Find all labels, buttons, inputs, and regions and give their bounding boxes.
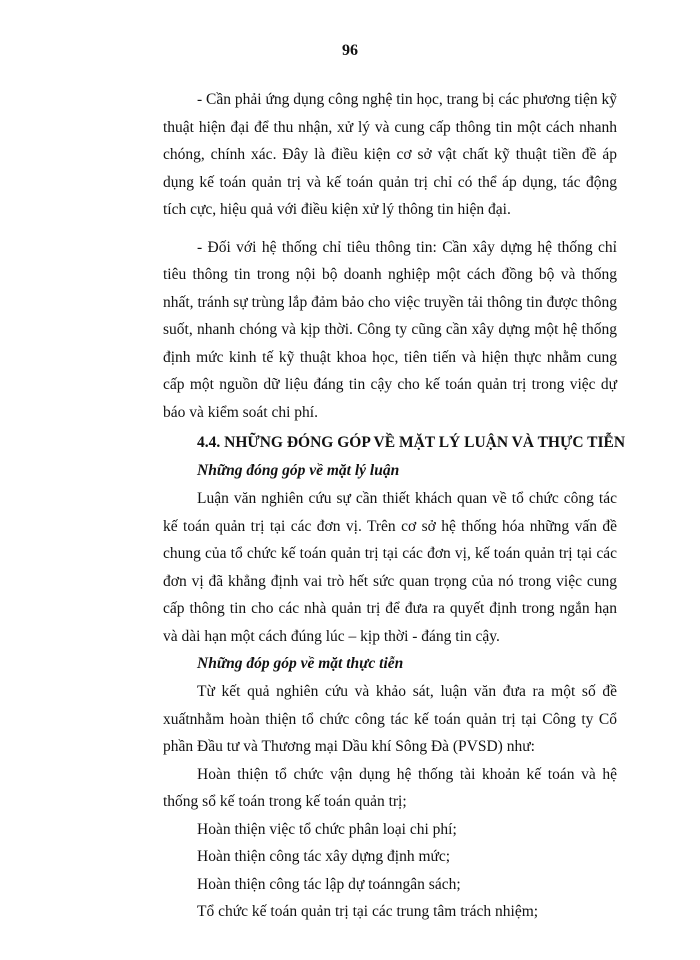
list-item: Tổ chức kế toán quản trị tại các trung tâm trách nhiệm; [197,903,539,920]
list-item: Hoàn thiện tổ chức vận dụng hệ thống tài khoản kế toán và hệ thống sổ kế toán trong kế toán quản trị; [163,765,617,810]
page-number: 96 [342,42,358,59]
theory-paragraph: Luận văn nghiên cứu sự cần thiết khách quan về tổ chức công tác kế toán quản trị tại các đơn vị. Trên cơ sở hệ thống hóa những vấn đề chung của tổ chức kế toán quản trị tại các đơn vị, kế toán quản trị tại các đơn vị đã khẳng định vai trò hết sức quan trọng của nó trong việc cung cấp thông tin cho các nhà quản trị để đưa ra quyết định trong ngắn hạn và dài hạn một cách đúng lúc – kịp thời - đáng tin cậy. [163,490,617,645]
paragraph-information-indicators: - Đối với hệ thống chỉ tiêu thông tin: Cần xây dựng hệ thống chỉ tiêu thông tin trong nội bộ doanh nghiệp một cách đồng bộ và thống nhất, tránh sự trùng lắp đảm bảo cho việc truyền tải thông tin được thông suốt, nhanh chóng và kịp thời. Công ty cũng cần xây dựng một hệ thống định mức kinh tế kỹ thuật khoa học, tiên tiến và hiện thực nhằm cung cấp một nguồn dữ liệu đáng tin cậy cho kế toán quản trị trong việc dự báo và kiểm soát chi phí. [163,238,617,421]
practice-subheading: Những đóp góp về mặt thực tiễn [197,655,404,672]
list-item: Hoàn thiện việc tổ chức phân loại chi phí; [197,820,457,838]
theory-subheading: Những đóng góp về mặt lý luận [197,462,400,479]
section-heading: 4.4. NHỮNG ĐÓNG GÓP VỀ MẶT LÝ LUẬN VÀ THỰC TIỄN [197,434,626,451]
list-item: Hoàn thiện công tác xây dựng định mức; [197,848,451,865]
document-body [163,86,626,926]
list-item: Hoàn thiện công tác lập dự toánngân sách; [197,875,461,893]
paragraph-it-technology: - Cần phải ứng dụng công nghệ tin học, trang bị các phương tiện kỹ thuật hiện đại để thu nhận, xử lý và cung cấp thông tin một cách nhanh chóng, chính xác. Đây là điều kiện cơ sở vật chất kỹ thuật tiền đề áp dụng kế toán quản trị và kế toán quản trị chỉ có thể áp dụng, tác động tích cực, hiệu quả với điều kiện xử lý thông tin hiện đại. [163,91,617,218]
practice-intro-paragraph: Từ kết quả nghiên cứu và khảo sát, luận văn đưa ra một số đề xuấtnhằm hoàn thiện tổ chức công tác kế toán quản trị tại Công ty Cổ phần Đầu tư và Thương mại Dầu khí Sông Đà (PVSD) như: [163,683,617,755]
